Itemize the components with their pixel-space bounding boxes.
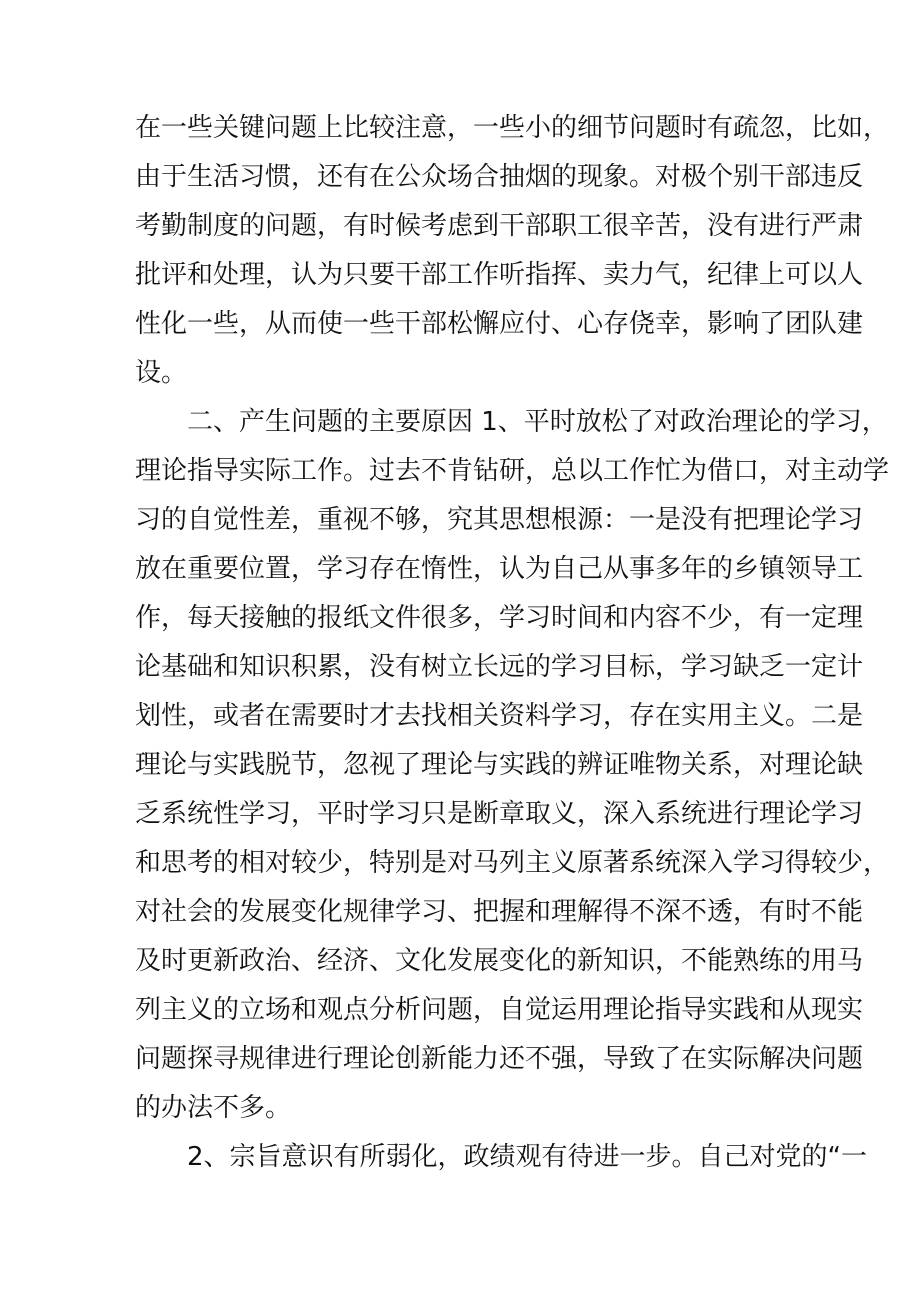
paragraph-line: 对社会的发展变化规律学习、把握和理解得不深不透，有时不能 [135,897,864,927]
paragraph-line: 及时更新政治、经济、文化发展变化的新知识，不能熟练的用马 [135,946,864,976]
paragraph-line: 设。 [135,358,188,388]
paragraph-line: 划性，或者在需要时才去找相关资料学习，存在实用主义。二是 [135,701,864,731]
paragraph-line: 由于生活习惯，还有在公众场合抽烟的现象。对极个别干部违反 [135,162,864,192]
paragraph-line: 批评和处理，认为只要干部工作听指挥、卖力气，纪律上可以人 [135,260,864,290]
paragraph-line: 论基础和知识积累，没有树立长远的学习目标，学习缺乏一定计 [135,652,864,682]
paragraph-line: 在一些关键问题上比较注意，一些小的细节问题时有疏忽，比如， [135,113,890,143]
paragraph-line: 考勤制度的问题，有时候考虑到干部职工很辛苦，没有进行严肃 [135,211,864,241]
paragraph-line: 性化一些，从而使一些干部松懈应付、心存侥幸，影响了团队建 [135,309,864,339]
paragraph-line: 理论指导实际工作。过去不肯钻研，总以工作忙为借口，对主动学 [135,456,890,486]
paragraph-line: 理论与实践脱节，忽视了理论与实践的辨证唯物关系，对理论缺 [135,750,864,780]
paragraph-line: 的办法不多。 [135,1093,292,1123]
paragraph-line: 问题探寻规律进行理论创新能力还不强，导致了在实际解决问题 [135,1044,864,1074]
paragraph-line: 习的自觉性差，重视不够，究其思想根源：一是没有把理论学习 [135,505,864,535]
paragraph-line: 列主义的立场和观点分析问题，自觉运用理论指导实践和从现实 [135,995,864,1025]
section-heading-line: 二、产生问题的主要原因 1、平时放松了对政治理论的学习， [187,407,888,437]
paragraph-line: 放在重要位置，学习存在惰性，认为自己从事多年的乡镇领导工 [135,554,864,584]
paragraph-line: 乏系统性学习，平时学习只是断章取义，深入系统进行理论学习 [135,799,864,829]
paragraph-line: 和思考的相对较少，特别是对马列主义原著系统深入学习得较少， [135,848,890,878]
paragraph-line: 2、宗旨意识有所弱化，政绩观有待进一步。自己对党的“一 [187,1142,868,1172]
paragraph-line: 作，每天接触的报纸文件很多，学习时间和内容不少，有一定理 [135,603,864,633]
